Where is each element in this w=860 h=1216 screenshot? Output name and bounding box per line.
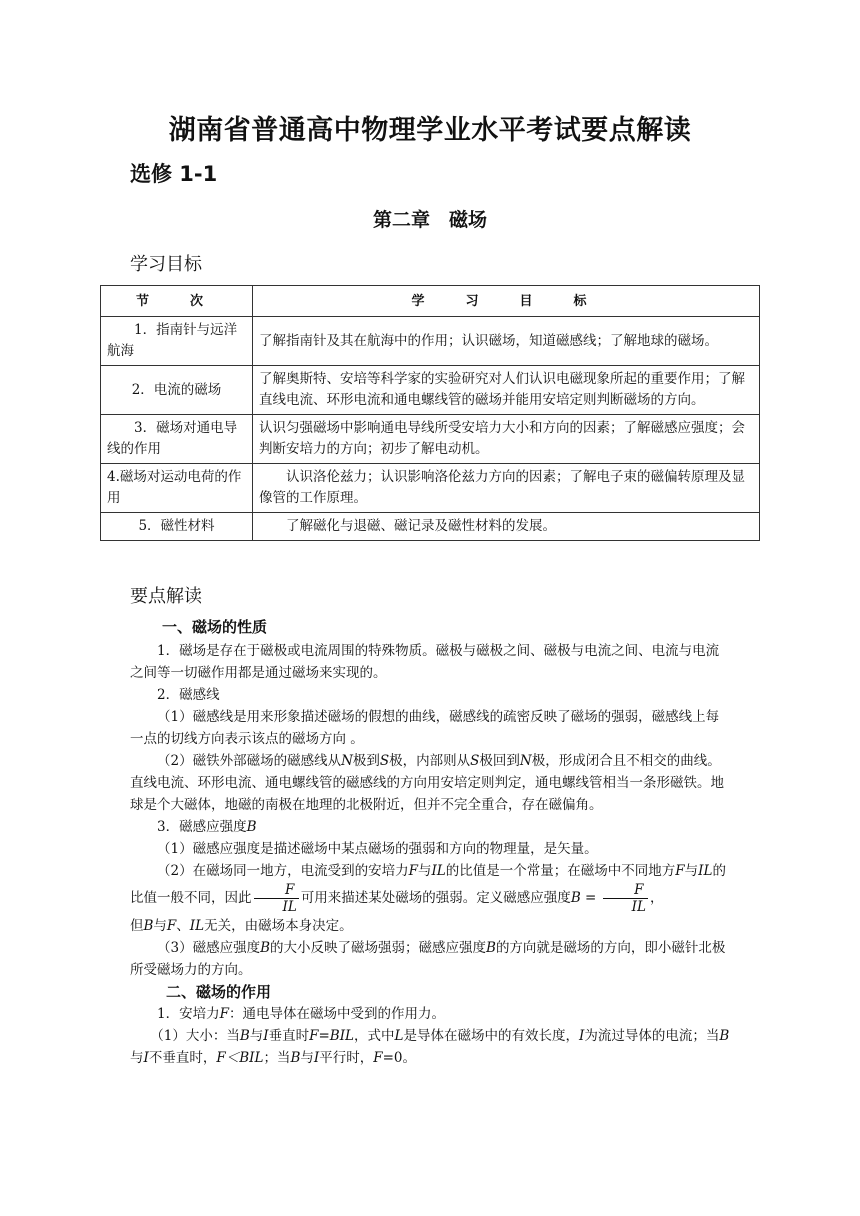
paragraph: （2）磁铁外部磁场的磁感线从N极到S极，内部则从S极回到N极，形成闭合且不相交的曲线。直线电流、环形电流、通电螺线管的磁感线的方向用安培定则判定，通电螺线管相当一条形磁铁。地球是个大磁体，地磁的南极在地理的北极附近，但并不完全重合，存在磁偏角。 (130, 753, 724, 813)
paragraph: （2）在磁场同一地方，电流受到的安培力F与IL的比值是一个常量；在磁场中不同地方F与IL的比值一般不同，因此 $\frac{F}{IL}$ 可用来描述某处磁场的强弱。定义磁感应强度B = $\frac{F}{IL}$ ， (130, 863, 726, 915)
section-cell: 2．电流的磁场 (101, 366, 253, 415)
table-row (101, 513, 760, 541)
goal-cell: 了解指南针及其在航海中的作用；认识磁场，知道磁感线；了解地球的磁场。 (253, 317, 760, 366)
chapter-title: 第二章 磁场 (372, 209, 487, 231)
table-header-row (101, 286, 760, 317)
learning-goals-table (100, 285, 760, 541)
paragraph: （3）磁感应强度B的大小反映了磁场强弱；磁感应强度B的方向就是磁场的方向，即小磁针北极所受磁场力的方向。 (130, 940, 726, 978)
goals-heading: 学习目标 (130, 254, 202, 275)
fraction-f-over-il: $\frac{F}{IL}$ (254, 882, 299, 915)
goal-cell: 了解磁化与退磁、磁记录及磁性材料的发展。 (253, 513, 760, 541)
paragraph: （1）大小：当B与I垂直时F=BIL，式中L是导体在磁场中的有效长度，I为流过导体的电流；当B与I不垂直时，F＜BIL；当B与I平行时，F=0。 (130, 1028, 730, 1066)
section-cell: 4.磁场对运动电荷的作用 (101, 464, 253, 513)
course-subtitle: 选修 1-1 (130, 162, 218, 186)
paragraph: 1．磁场是存在于磁极或电流周围的特殊物质。磁极与磁极之间、磁极与电流之间、电流与电流之间等一切磁作用都是通过磁场来实现的。 (130, 643, 720, 681)
paragraph: 但B与F、IL无关，由磁场本身决定。 (130, 918, 353, 934)
section-heading: 二、磁场的作用 (166, 983, 272, 1001)
paragraph: 3．磁感应强度B (157, 819, 257, 835)
section-cell: 1．指南针与远洋航海 (101, 317, 253, 366)
page-title: 湖南省普通高中物理学业水平考试要点解读 (168, 115, 692, 146)
table-row (101, 464, 760, 513)
section-1-body (130, 616, 730, 1069)
paragraph: 2．磁感线 (157, 687, 220, 703)
section-cell: 3．磁场对通电导线的作用 (101, 415, 253, 464)
goal-cell: 了解奥斯特、安培等科学家的实验研究对人们认识电磁现象所起的重要作用；了解直线电流、环形电流和通电螺线管的磁场并能用安培定则判断磁场的方向。 (253, 366, 760, 415)
table-row (101, 415, 760, 464)
points-heading: 要点解读 (130, 586, 202, 607)
section-cell: 5．磁性材料 (101, 513, 253, 541)
section-heading: 一、磁场的性质 (162, 618, 268, 636)
table-row (101, 317, 760, 366)
fraction-f-over-il: $\frac{F}{IL}$ (603, 882, 648, 915)
paragraph: 1．安培力F：通电导体在磁场中受到的作用力。 (157, 1006, 445, 1022)
goal-cell: 认识洛伦兹力；认识影响洛伦兹力方向的因素；了解电子束的磁偏转原理及显像管的工作原理。 (253, 464, 760, 513)
table-header-cell: 节 次 (101, 286, 253, 317)
table-row (101, 366, 760, 415)
table-header-cell: 学 习 目 标 (253, 286, 760, 317)
paragraph: （1）磁感线是用来形象描述磁场的假想的曲线，磁感线的疏密反映了磁场的强弱，磁感线上每一点的切线方向表示该点的磁场方向 。 (130, 709, 720, 747)
goal-cell: 认识匀强磁场中影响通电导线所受安培力大小和方向的因素；了解磁感应强度；会判断安培力的方向；初步了解电动机。 (253, 415, 760, 464)
paragraph: （1）磁感应强度是描述磁场中某点磁场的强弱和方向的物理量，是矢量。 (157, 841, 598, 857)
